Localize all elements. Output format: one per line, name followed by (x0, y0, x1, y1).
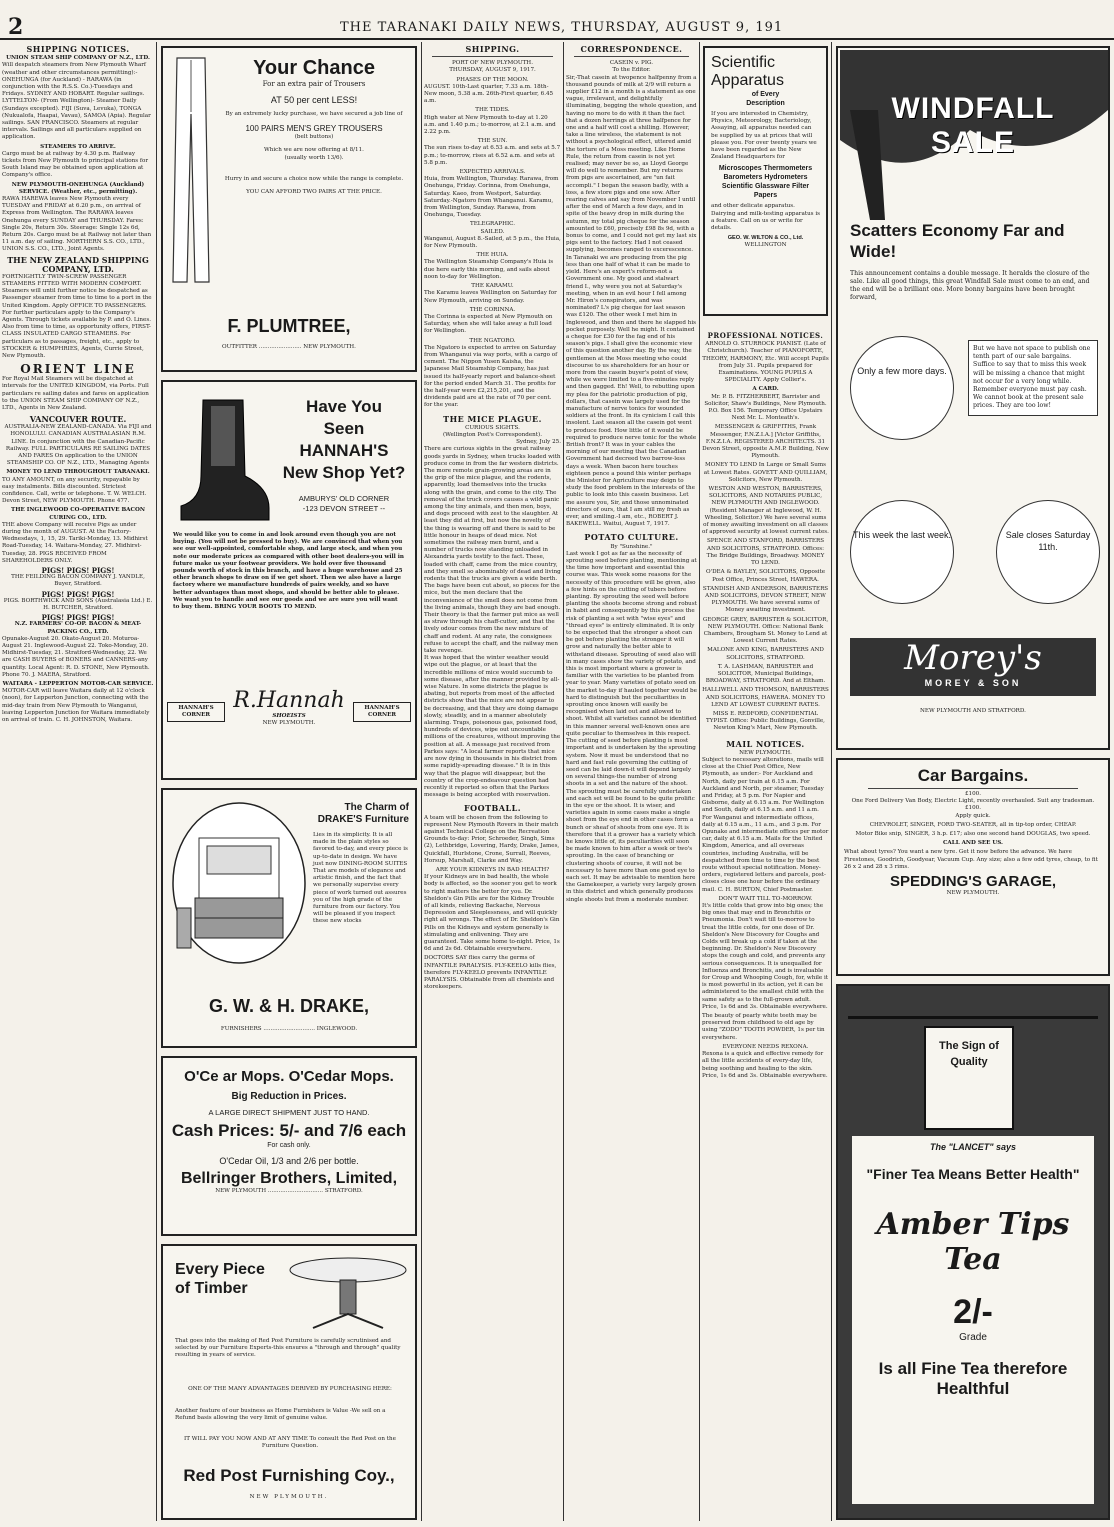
offer-line: Which we are now offering at 8/11. (264, 147, 364, 154)
arrive-heading: STEAMERS TO ARRIVE. (40, 143, 116, 150)
rexona-heading: EVERYONE NEEDS REXONA. (722, 1043, 809, 1050)
sailed-heading: SAILED. (480, 228, 505, 235)
notice-lashman: T. A. LASHMAN, BARRISTER and SOLICITOR, Municipal Buildings, BROADWAY, STRATFORD. And at Eltham. (705, 663, 826, 685)
hannah-question-1: Have You (306, 397, 382, 416)
mail-heading: MAIL NOTICES. (726, 738, 805, 749)
hannah-logo-town: NEW PLYMOUTH. (262, 720, 316, 727)
notice-spence: SPENCE AND STANFORD, BARRISTERS AND SOLICITORS, STRATFORD. Offices: The Bridge Buildings, Broadway. MONEY TO LEND. (706, 538, 825, 567)
hannah-address-1: AMBURYS' OLD CORNER (298, 494, 390, 503)
your-chance-subtitle: For an extra pair of Trousers (262, 80, 366, 88)
notice-grey: GEORGE GREY, BARRISTER & SOLICITOR, NEW PLYMOUTH. Office: National Bank Chambers, Brougham St. Money to Lend at Lowest Current Rates. (702, 616, 829, 645)
notice-messenger: MESSENGER & GRIFFITHS, Frank Messenger, F.N.Z.I.A.] [Victor Griffiths, F.N.Z.I.A. REGISTERED ARCHITECTS. 31 Devon Street, opposite A.M.P. Building, New Plymouth. (702, 424, 829, 460)
ocedar-cash: For cash only. (267, 1142, 311, 1149)
moreys-sub: MOREY & SON (924, 678, 1022, 688)
tides-body: High water at New Plymouth to-day at 1.20 a.m. and 1.40 p.m.; to-morrow, at 2.1 a.m. and 2.22 p.m. (424, 114, 556, 136)
a-card: A CARD. (752, 386, 779, 393)
telegraphic-heading: TELEGRAPHIC. (469, 221, 516, 228)
sci-town: WELLINGTON (744, 242, 787, 249)
column-correspondence (566, 42, 697, 1521)
trousers-illustration (169, 54, 213, 284)
hannah-body: We would like you to come in and look around even though you are not buying. (You will not be pressed to buy). We are convinced that when you see our well-appointed, comfortable shop, and large stock, and when you note our moderate prices as compared with other boot dealers-you will in future make us your footwear providers. We hold over five thousand pounds worth of stock in this branch, and have a huge warehouse and 25 other branch shops to draw on if we get short. Then we also have a large factory where we manufacture hundreds of pairs weekly, and so have better advantages than most shops, and should be better able to please. We want you to handle and see our goods and we are sure you will want to buy them. BRING YOUR BOOTS TO MEND. (173, 532, 404, 611)
column-professional-notices (702, 328, 829, 1521)
notice-halliwell: HALLIWELL AND THOMSON, BARRISTERS AND SOLICITORS, HAWERA. MONEY TO LEND AT LOWEST CURRENT RATES. (702, 687, 829, 708)
pigs-heading: PIGS! PIGS! PIGS! (41, 589, 115, 599)
notice-malone: MALONE AND KING, BARRISTERS AND SOLICITORS, STRATFORD. (707, 647, 824, 661)
mice-subheading: CURIOUS SIGHTS. (465, 424, 520, 431)
car-line-5: CHEVROLET, SINGER, FORD TWO-SEATER, all in tip-top order, CHEAP. (869, 821, 1077, 828)
finer-tea-line: "Finer Tea Means Better Health" (866, 1166, 1080, 1182)
notice-odea: O'DEA & BAYLEY, SOLICITORS, Opposite Post Office, Princes Street, HAWERA. (705, 569, 826, 583)
table-illustration (283, 1252, 413, 1332)
windfall-headline: Scatters Economy Far and Wide! (850, 221, 1065, 261)
ad-drake-furniture (161, 788, 417, 1048)
moon-heading: PHASES OF THE MOON. (456, 76, 529, 83)
union-ss-title: UNION STEAM SHIP COMPANY OF N.Z., LTD. (6, 55, 150, 62)
sci-title-2: Apparatus (711, 72, 784, 89)
ad-ocedar-mops (161, 1056, 417, 1236)
tea-grade: Grade (959, 1332, 987, 1343)
notice-fitzherbert: Mr. P. B. FITZHERBERT, Barrister and Solicitor, Shaw's Buildings, New Plymouth. P.O. Box 156. Temporary Office Upstairs Next Mr. L. Monteath's. (704, 393, 827, 422)
sci-body: If you are interested in Chemistry, Physics, Meteorology, Bacteriology, Assaying, all apparatus needed can be supplied by us at prices that will please you. For over twenty years we have been regarded as the New Zealand Headquarters for (711, 111, 817, 161)
notice-weston: WESTON AND WESTON, BARRISTERS, SOLICITORS, AND NOTARIES PUBLIC, NEW PLYMOUTH AND INGLEWOOD. (Resident Manager at Inglewood, W. H. Wheeling, Solicitor.) We have several sums of money awaiting investment on all classes of approved security at lowest current rates. (702, 486, 829, 536)
quality-sign-text: The Sign of Quality (939, 1040, 999, 1068)
sun-body: The sun rises to-day at 6.53 a.m. and sets at 5.7 p.m.; to-morrow, rises at 6.52 a.m. and sets at 5.8 p.m. (424, 145, 561, 166)
sun-heading: THE SUN. (477, 138, 508, 145)
speddings-name: SPEDDING'S GARAGE, (889, 873, 1057, 891)
huia-heading: THE HUIA. (476, 252, 509, 259)
column-rule (831, 42, 832, 1521)
hannah-address-2: -123 DEVON STREET -- (302, 504, 386, 513)
windfall-side-text: But we have not space to publish one tenth part of our sale bargains. Suffice to say that to miss this week will be missing a chance that might not occur for a very long while. Remember everyone must pay cash. We cannot book at the present sale prices. They are too low! (968, 340, 1098, 416)
hannah-question-2: Seen (323, 419, 365, 438)
mice-source: (Wellington Post's Correspondent). (443, 431, 542, 438)
dresser-illustration (169, 798, 309, 968)
rexona-body: Rexona is a quick and effective remedy for all the little accidents of every-day life, being soothing and healing to the skin. Price, 1s 6d and 3s. Obtainable everywhere. (702, 1051, 828, 1079)
vancouver-title: VANCOUVER ROUTE. (29, 414, 127, 425)
corinna-body: The Corinna is expected at New Plymouth on Saturday, when she will take away a full load for Wellington. (424, 313, 553, 335)
circle-sale-closes: Sale closes Saturday 11th. (996, 500, 1100, 604)
newspaper-title: THE TARANAKI DAILY NEWS, THURSDAY, AUGUST 9, 191 (340, 20, 784, 35)
circle-few-days: Only a few more days. (850, 336, 954, 440)
timber-body-2: Another feature of our business as Home Furnishers is Value -We sell on a Refund basis allowing the very limit of genuine value. (175, 1408, 386, 1422)
bellringer-name: Bellringer Brothers, Limited, (180, 1170, 398, 1187)
ad-hannahs (161, 380, 417, 780)
inglewood-body: THE above Company will receive Pigs as under during the month of AUGUST. At the Factory-Wednesdays, 1, 15, 29. Tariki-Monday, 13. Midhirst Road-Tuesday, 14. Waitara-Monday, 27. Midhirst-Tuesday, 28. PIGS RECEIVED FROM SHAREHOLDERS ONLY. (2, 521, 148, 564)
expected-heading: EXPECTED ARRIVALS. (459, 169, 526, 176)
kidneys-body: If your Kidneys are in bad health, the whole body is affected, so the sooner you get to work to right matters the better for you. Dr. Sheldon's Gin Pills are for the Kidney Trouble of all kinds, relieving Backache, Nervous Depression and Sleeplessness, and will quickly right all wrongs. The effect of Dr. Sheldon's Gin Pills on the Kidneys and system generally is stimulating and enlivening. They are guaranteed. Take some home to-night. Price, 1s 6d and 2s 6d. Obtainable everywhere. (424, 874, 560, 953)
ocedar-shipment: A LARGE DIRECT SHIPMENT JUST TO HAND. (208, 1108, 370, 1117)
ad-red-post-furnishing (161, 1244, 417, 1520)
orient-line-body: For Royal Mail Steamers will be dispatched at intervals for the UNITED KINGDOM, via Ports. Full particulars re sailing dates and fares on application to the UNION STEAM SHIP COMPANY OF N.Z., LTD., Agents in New Zealand. (2, 376, 149, 411)
nz-shipping-title: THE NEW ZEALAND SHIPPING COMPANY, LTD. (7, 254, 149, 274)
car-title: Car Bargains. (917, 766, 1029, 785)
huia-body: The Wellington Steamship Company's Huia is due here early this morning, and sails about noon to-day for Wellington. (424, 259, 554, 280)
column-rule (421, 42, 422, 1521)
heading-correspondence: CORRESPONDENCE. (580, 44, 683, 54)
amber-tips-logo: Amber Tips Tea (876, 1207, 1070, 1277)
expected-body: Huia, from Wellington, Thursday. Rarawa, from Onehunga, Friday. Corinna, from Onehunga, Saturday. Kaeo, from Westport, Saturday. Saturday.-Ngatoro from Whanganui. Karamu, from Wellington, Sunday. Rarawa, from Onehunga, Tuesday. (424, 176, 559, 219)
ad-scientific-apparatus (703, 46, 828, 316)
heading-shipping: SHIPPING. (465, 44, 520, 54)
kidneys-heading: ARE YOUR KIDNEYS IN BAD HEALTH? (435, 866, 550, 873)
casein-letter: Sir,-That casein at twopence halfpenny from a thousand pounds of milk at 2/9 will return a supplier £12 in a month is a statement as one vague, irrelevant, and delightfully illuminating, begging the whole question, and having no more to do with it than the fact that a dozen herrings at three halfpence for one and a half will cost a shilling. However, take a line wireless, the statement is not without a psychological effect, uttered amid the torture of a Moss meeting. Like Home Rule, the return from casein is not yet realised; may never be so, as Lloyd George will do well to remember. But my returns from pigs are ascertained, are "un fait accompli." I began the season badly, with a loss, a few store pigs and one sow. After rearing calves and say from November I until after the end of March a few days, and in spite of the heavy drop in milk during the autumn, my total pig cheque for the season amounted to £60, precisely £98 8s 9d, with a bonus to come, and I could not get my last six pigs sent to the factory. Had I not ceased supplying, becomes ranged to excerescence. In Taranaki we are producing from the pig less than one half of what it can be made to yield. Here's an expert's reform-not a Government one. My good and stalwart friend I., why were you not at Saturday's meeting, when in an evil hour I fell among Mr. Hiron's conspirators, and was nominated? L's pig cheque for last season was £120. The other week I met him in Inglewood, and then and there he slapped his pocket purposely. Well he might. It contained a cheque for £30 for the fag end of his season's pigs. I shall give the economic view of this question another day. By the way, the gentlemen at the Moss meeting who could discourse to us shareholders for an hour or more from the casein buyer's point of view, while we were limited to a five-minutes reply and then gagged. Eh! Well, to rebutting upon my plea for the patriotic production of pig, dollars, that casein was largely used for the manufacture of nerve tonics for wounded soldiers at the front. In its cynicism I call this insolent. Last season all the casein got went to produce food. How little of it would be required to produce nerve tonic for the whole British front? It was in your cables the morning of our meeting that the Canadian Government had decreed two barrow-less days a week. When bacon here touches eighteen pence a pound this winter perhaps the Minister for Agriculture may deign to study the food problem in the interests of the public to look into this casein business. Let me assure you, Sir, and those unnominated directors of ours, that I am still my fresh as ever, and smiling.-I am, etc., ROBERT J. BAKEWELL. Waitui, August 7, 1917. (566, 74, 697, 528)
hurry-line: Hurry in and secure a choice now while the range is complete. (224, 175, 404, 182)
discount-line: AT 50 per cent LESS! (270, 95, 358, 105)
sailed-body: Wanganui, August 8.-Sailed, at 5 p.m., the Huia, for New Plymouth. (424, 235, 561, 250)
union-ss-body: Will despatch steamers from New Plymouth Wharf (weather and other circumstances permitting):- ONEHUNGA (for Auckland) - RARAWA (in conjunction with the R.S.S. Co.)-Tuesdays and Fridays. SYDNEY AND HOBART. Regular sailings. LYTTELTON- (From Wellington)- Steamer Daily (Sundays excepted). FIJI (Suva, Levuka), TONGA (Nukualofa, Haapai, Vavau), SAMOA (Apia). Regular sailings. SAN FRANCISCO. Steamers at regular intervals. Sailings and all particulars supplied on application. (2, 62, 151, 141)
column-shipping-notices (2, 42, 154, 1521)
hannah-logo: R.Hannah (233, 688, 345, 713)
column-rule (699, 42, 700, 1521)
hannah-logo-sub: SHOEISTS (272, 713, 306, 719)
moon-body: AUGUST. 10th-Last quarter, 7.33 a.m. 18th-New moon, 5.38 a.m. 26th-First quarter, 6.45 a.m. (424, 83, 554, 105)
feilding-body: THE FEILDING BACON COMPANY J. YANDLE, Buyer, Stratford. (11, 574, 145, 588)
mail-body: Subject to necessary alterations, mails will close at the Chief Post Office, New Plymouth, as under:- For Auckland and North, daily per train at 6.15 a.m. For Auckland and North, per steamer, Tuesday and Friday, at 5 p.m. For Napier and Gisborne, daily at 6.15 a.m. For Wellington and South, daily at 6.15 a.m. and 11 a.m. For Wanganui and intermediate offices, daily at 6.15 a.m., 11 a.m., and 3 p.m. For Opunake and intermediate offices per motor car, daily at 6.15 a.m. Mails for the United Kingdom, America, and all overseas countries, including Australia, will be despatched from time to time by the best route without special notification. Money-orders, registered letters and parcels, post-closes close one hour before the ordinary mail. C. H. BURTON, Chief Postmaster. (702, 756, 829, 893)
bellringer-towns: NEW PLYMOUTH ............................... STRATFORD. (215, 1188, 363, 1194)
heading-shipping-notices: SHIPPING NOTICES. (26, 44, 130, 54)
tides-heading: THE TIDES. (475, 107, 510, 114)
car-line-8: What about tyres? You want a new tyre. Get it now before the advance. We have Firestones, Goodrich, Goodyear, Vacuum Cup. Any size; also a few odd tyres, cheap, to fit 26 x 2 and 28 x 3 rims. (844, 849, 1098, 870)
circle-last-week: This week the last week. (850, 500, 954, 604)
mail-place: NEW PLYMOUTH. (739, 749, 792, 756)
ad-amber-tips-tea (836, 984, 1110, 1520)
ad-windfall-sale (836, 46, 1110, 750)
tea-price: 2/- (953, 1293, 993, 1331)
sci-body-2: and other delicate apparatus. Dairying and milk-testing apparatus is a feature. Call on us or write for details. (711, 203, 820, 232)
sign-bracket (848, 996, 1098, 1019)
ocedar-oil: O'Cedar Oil, 1/3 and 2/6 per bottle. (219, 1156, 359, 1166)
mice-body: There are curious sights in the great railway goods yards in Sydney, when trucks loaded with produce come in from the far western districts. The more remote grain-growing areas are in the grip of the mice plague, and the rodents, apparently, load themselves into the trucks along with the grain, and come to the city. The removal of the truck covers causes a wild panic among the tiny animals, and then men, boys, and dogs proceed with zest to the slaughter. At least they did at first, but now the novelty of the thing is wearing off and there is said to be little honour in heaps of dead mice. Not sometimes the railway men burnt, and a number of trucks now standing unloaded in Alexandria yards testify to the fact. These, loaded with chaff, came from the mice country, and they smell so abominably of dead and living rodents that the trucks are given a wide berth. The bags have been cut about, so pieces for the mice, but the men declare that the inconvenience of the smell does not come from the living animals, though they are bad enough. Their theory is that the farmer put mice as well as straw through his chaff-cutter, and that the lively odour comes from the new mixture of chaff and rodent. At any rate, the consignees refuse to accept the chaff, and the railway men take revenge. (424, 446, 561, 655)
notice-sturrock: ARNOLD O. STURROCK PIANIST. (Late of Christchurch). Teacher of PIANOFORTE, THEORY, HARMONY, Etc. Will accept Pupils from July 31. Pupils prepared for Examinations. YOUNG PUPILS A SPECIALITY. Apply Collier's. (702, 341, 829, 384)
hannah-question-4: New Shop Yet? (282, 463, 406, 482)
mice-heading: THE MICE PLAGUE. (443, 413, 542, 424)
vancouver-body: AUSTRALIA-NEW ZEALAND-CANADA. Via FIJI and HONOLULU. CANADIAN AUSTRALASIAN R.M. LINE. In conjunction with the Canadian-Pacific Railway. FULL PARTICULARS RE SAILING DATES AND FARES On application to the UNION STEAMSHIP CO. OF N.Z., LTD., Managing Agents (4, 424, 152, 467)
car-line-4: Apply quick. (955, 812, 991, 819)
drake-name: G. W. & H. DRAKE, (208, 996, 369, 1016)
sci-title-1: Scientific (711, 54, 776, 71)
karamu-body: The Karamu leaves Wellington on Saturday for New Plymouth, arriving on Sunday. (424, 290, 557, 304)
ad-car-bargains (836, 758, 1110, 976)
potato-body: Last week I got as far as the necessity of sprouting seed before planting, mentioning at the time how important and essential this course was. This week some reasons for the necessity of this procedure will be given, also a few hints on the cutting of tubers before planting. By sprouting the seed well before planting the shoots become strong and robust in habit and consequently by this process the risk of planting a set with "wise eyes" and "thread eyes" is entirely eliminated. It is only to be expected that the stronger a shoot can be got before planting the stronger it will grow and naturally the better able to withstand disease. Sprouting of seed also will in many cases show the variety of potato, and this is most important where a grower is familiar with the varieties to be planted from year to year. Many varieties of potato seed on the market to-day if hauled together would be hard to distinguish but the peculiarities in sprouting once known will easily be recognised when laid out and allowed to shoot. Whilst all varieties cannot be identified in this manner several well-known ones are quite peculiar to themselves in this respect. The cutting of seed before planting is most important and is undertaken by the sprouting system. Now it must be understood that no hard and fast rule governing the cutting of seed can be laid down-it will depend largely on several things-the number of strong shoots in a set and the nature of the shoot. The sprouting must be carefully undertaken and each set will be found to be quite prolific in the eye or the shoot. It is wiser, and varieties again in some cases make a single shoot from the eye end in other cases form a bunch or sheaf of shoots from one eye. It is therefore that it a grower has a variety which he knows little of, its peculiarities will soon be made known to him after a week or two's sprouting. In the case of branching or clustering shoots of course, it will not be necessary to have more than one good eye to each set. It may be advisable to mention here the Gamekeeper, a variety very largely grown in this district and which generally produces single shoots but from a moderate number. (566, 550, 697, 903)
inglewood-title: THE INGLEWOOD CO-OPERATIVE BACON CURING CO., LTD. (11, 507, 145, 521)
windfall-title: WINDFALL SALE (891, 92, 1055, 159)
corinna-heading: THE CORINNA. (469, 306, 516, 313)
doctors-notice: DOCTORS SAY flies carry the germs of INFANTILE PARALYSIS. FLY-KEELO kills flies, therefore FLY-KEELO prevents INFANTILE PARALYSIS. Obtainable from all chemists and storekeepers. (424, 955, 557, 991)
football-body: A team will be chosen from the following to represent New Plymouth Rovers in their match against Technical College on the Recreation Grounds to-day: Prior, Schroeder, Singh, Sims (2), Lethbridge, Lovering, Hardy, Drake, James, Quickfall, Hurlstone, Crone, Surrall, Reeves, Horsup, Marshall, Clarke and Way. (424, 814, 560, 864)
notice-money: MONEY TO LEND In Large or Small Sums at Lowest Rates. GOVETT AND QUILLIAM, Solicitors, New Plymouth. (703, 462, 828, 483)
your-chance-title: Your Chance (253, 57, 375, 79)
onehunga-heading: NEW PLYMOUTH-ONEHUNGA (Auckland) SERVICE. (Weather, etc., permitting). (11, 181, 145, 195)
potato-heading: POTATO CULTURE. (584, 532, 679, 543)
car-line-1: £100. (964, 791, 981, 797)
moreys-towns: NEW PLYMOUTH AND STRATFORD. (920, 708, 1026, 714)
casein-heading: CASEIN v. PIG. (609, 60, 654, 67)
column-rule (563, 42, 564, 1521)
red-post-town: NEW PLYMOUTH. (249, 1494, 329, 1500)
notice-standish: STANDISH AND ANDERSON, BARRISTERS AND SOLICITORS, DEVON STREET, NEW PLYMOUTH. We have several sums of Money awaiting investment. (702, 585, 829, 614)
timber-advantages: ONE OF THE MANY ADVANTAGES DERIVED BY PURCHASING HERE: (188, 1386, 392, 1392)
tea-tagline: Is all Fine Tea therefore Healthful (878, 1359, 1068, 1398)
windfall-body: This announcement contains a double message. It heralds the closure of the sale. Like all good things, this great Windfall Sale must come to an end, and the end will be a brilliant one. More bonny bargains have been brought forward, (850, 270, 1090, 301)
product-line: 100 PAIRS MEN'S GREY TROUSERS (245, 124, 383, 134)
car-line-2: One Ford Delivery Van Body, Electric Light, recently overhauled. Suit any tradesman. (851, 798, 1095, 805)
merchant-name: F. PLUMTREE, (227, 316, 351, 336)
column-rule (156, 42, 157, 1521)
waitara-title: WAITARA - LEPPERTON MOTOR-CAR SERVICE. (2, 681, 154, 688)
pigs-heading: PIGS! PIGS! PIGS! (41, 613, 115, 623)
your-chance-body: By an extremely lucky purchase, we have secured a job line of (225, 111, 403, 117)
sci-list: Microscopes Thermometers Barometers Hydrometers Scientific Glassware Filter Papers (718, 165, 813, 200)
dont-wait-body: It's little colds that grow into big ones; the big ones that may end in Bronchitis or Pneumonia. Don't wait till to-morrow to treat the little colds, for one dose of Dr. Sheldon's New Discovery for Coughs and Colds will break up a cold if taken at the beginning. Dr. Sheldon's New Discovery stops the cough and cold, and prevents any serious consequences. It is unequalled for Influenza and Bronchitis, and is invaluable for Croup and Whooping Cough, for, while it is most powerful in its action, yet it can be administered to the smallest child with the same safety as to the full-grown adult. Price, 1s 6d and 3s. Obtainable everywhere. (702, 903, 829, 1010)
car-line-7: CALL AND SEE US. (942, 840, 1004, 847)
moreys-logo: Morey's (904, 638, 1042, 678)
drake-body: Lies in its simplicity. It is all made in the plain styles so favored to-day, and every piece is up-to-date in design. We have just now DINING-ROOM SUITES That are models of elegance and artistic finish, and the fact that we personally supervise every piece of work turned out assures you of the high grade of the furniture from our factory. You will be pleased if you inspect these new stocks (313, 832, 408, 925)
ocedar-reduction: Big Reduction in Prices. (231, 1091, 347, 1102)
onehunga-body: RAWA HAREWA leaves New Plymouth every TUESDAY and FRIDAY at 6.20 p.m., on arrival of Express from Wellington. The RARAWA leaves Onehunga every SUNDAY and THURSDAY. Fares: Single 20s, Return 30s. Steerage: Single 12s 6d, Return 20s. Cargo must be at Railway not later than 11 a.m. day of sailing. NORTHERN S.S. CO., LTD., UNION S.S. CO., LTD., Joint Agents. (2, 196, 152, 253)
nz-shipping-body: FORTNIGHTLY TWIN-SCREW PASSENGER STEAMERS FITTED WITH MODERN COMFORT. Steamers will until further notice be despatched as Passenger steamer from time to time to a port in the United Kingdom. Apply OFFICE TO PASSENGERS. For further particulars apply to the Company's Agents. Through tickets available by P. and O. Lines. Also from time to time, as opportunity offers, FIRST-CLASS INSULATED CARGO STEAMERS. For particulars as to passages, freight, etc., apply to STOCKER & HUMPHRIES, Agents, Currie Street, New Plymouth. (2, 273, 152, 359)
bullets-line: (belt buttons) (294, 134, 334, 141)
timber-title-1: Every Piece (175, 1261, 265, 1278)
mice-dateline: Sydney, July 25. (516, 439, 561, 446)
lancet-line: The "LANCET" says (929, 1142, 1017, 1152)
waitara-body: MOTOR-CAR will leave Waitara daily at 12 o'clock (noon), for Lepperton Junction, connecting with the mid-day train from New Plymouth to Wanganui, leaving Lepperton Junction for Waitara immediately on arrival of train. C. H. JOHNSTON, Waitara. (2, 688, 150, 724)
speddings-town: NEW PLYMOUTH. (946, 890, 1000, 897)
potato-byline: By "Sunshine." (610, 543, 653, 550)
quality-sign (924, 1026, 1014, 1130)
red-post-name: Red Post Furnishing Coy., (183, 1466, 395, 1485)
nz-farmers-body: Opunake-August 20. Okato-August 20. Moturoa-August 21. Inglewood-August 22. Toko-Monday, 20. Midhirst-Tuesday, 21. Stratford-Wednesday, 22. We are CASH BUYERS of BONERS and CANNERS-any quantity. Local Agent: R. D. STONE, New Plymouth. Phone 70. J. MAERA, Stratford. (2, 635, 150, 678)
heading-professional: PROFESSIONAL NOTICES. (707, 331, 824, 340)
notice-redford: MISS E. REDFORD, CONFIDENTIAL TYPIST. Office: Public Buildings, Gonville, Newton King's Mart, New Plymouth. (706, 710, 825, 732)
orient-line-title: ORIENT LINE (20, 362, 136, 377)
dont-wait-heading: DON'T WAIT TILL TO-MORROW. (718, 895, 813, 902)
arrive-body: Cargo must be at railway by 4.30 p.m. Railway tickets from New Plymouth to principal stations for South Island may be obtained upon application at Company's office. (2, 150, 149, 179)
ocedar-prices: Cash Prices: 5/- and 7/6 each (171, 1121, 407, 1140)
masthead (0, 0, 1114, 40)
afford-line: YOU CAN AFFORD TWO PAIRS AT THE PRICE. (246, 189, 382, 196)
timber-pay-line: IT WILL PAY YOU NOW AND AT ANY TIME To consult the Red Post on the Furniture Question. (184, 1436, 396, 1450)
car-line-3: £100. (964, 805, 981, 812)
port-name: PORT OF NEW PLYMOUTH. (452, 60, 533, 67)
football-heading: FOOTBALL. (463, 803, 522, 814)
hannah-corner-right: HANNAH'S CORNER (353, 702, 411, 722)
timber-title-2: of Timber (175, 1280, 248, 1297)
port-date: THURSDAY, AUGUST 9, 1917. (449, 67, 536, 74)
sci-title-3: of Every (751, 91, 780, 98)
ad-your-chance (161, 46, 417, 372)
sci-title-4: Description (746, 100, 785, 107)
ngatoro-heading: THE NGATORO. (469, 337, 516, 344)
merchant-address: OUTFITTER ........................ NEW PLYMOUTH. (222, 344, 356, 350)
car-line-6: Motor Bike snip, SINGER, 3 h.p. £17; also one second hand DOUGLAS, two speed. (855, 831, 1091, 838)
karamu-heading: THE KARAMU. (471, 283, 514, 290)
boot-illustration (173, 396, 273, 526)
ocedar-title: O'Ce ar Mops. O'Cedar Mops. (184, 1068, 394, 1085)
borthwick-body: PIGS. BORTHWICK AND SONS (Australasia Ltd.) E. H. BUTCHER, Stratford. (3, 597, 153, 612)
column-shipping-news (424, 42, 561, 1521)
drake-charm-title: The Charm of DRAKE'S Furniture (317, 802, 409, 825)
mice-body-2: It was hoped that the winter weather would wipe out the plague, or at least that the incredible millions of mice would succumb to some disease, after the manner provided by all-wise Nature. In some districts the plague is abating, but reports from most of the affected districts show that the mice are not appear to be decreasing, and that they are doing damage slowly, steadily, and in a manner absolutely alarming. Traps, poisonous gas, poisoned food, hundreds of devices, wipe out uncountable millions of the creatures, without improving the position at all. A message just received from Parkes says: "A local farmer reports that mice are now dying in thousands in his district from some rapidly-spreading disease." It is in this way that the plague will disappear, but the country of the crop-endeavour question had recently it reported so often that the Parkes message is being accepted with reservation. (424, 655, 561, 799)
page-number: 2 (8, 14, 24, 40)
drake-trade: FURNISHERS ............................. INGLEWOOD. (220, 1026, 358, 1032)
hannah-question-3: HANNAH'S (299, 441, 389, 460)
zodo-notice: The beauty of pearly white teeth may be preserved from childhood to old age by using "ZODO" TOOTH POWDER, 1s per tin everywhere. (702, 1013, 825, 1041)
usual-line: (usually worth 13/6). (284, 154, 344, 161)
pigs-heading: PIGS! PIGS! PIGS! (41, 566, 115, 575)
to-editor: To the Editor. (612, 67, 651, 74)
money-title: MONEY TO LEND THROUGHOUT TARANAKI. (6, 469, 150, 476)
nz-farmers-title: N.Z. FARMERS' CO-OP. BACON & MEAT-PACKING CO., LTD. (14, 621, 142, 635)
timber-body: That goes into the making of Red Post Furniture is carefully scrutinised and selected by our Furniture Experts-this ensures a "through and through" quality resulting in years of service. (175, 1338, 401, 1359)
money-body: TO ANY AMOUNT, on any security, repayable by easy instalments. Bills discounted. Strictest confidence. Call, write or telephone. T. W. WELCH. Devon Street, NEW PLYMOUTH. Phone 477. (2, 476, 147, 505)
ngatoro-body: The Ngatoro is expected to arrive on Saturday from Whanganui via way ports, with a cargo of cement. The Nippon Yusen Kaisha, the Japanese Mail Steamship Company, has just issued its half-yearly report and balance-sheet for the period ended March 31. The profits for the half-year were £2,215,201, and the dividends paid are at the rate of 70 per cent. for the year. (424, 344, 558, 409)
hannah-corner-left: HANNAH'S CORNER (167, 702, 225, 722)
sci-firm: GEO. W. WILTON & CO., Ltd. (727, 235, 804, 242)
